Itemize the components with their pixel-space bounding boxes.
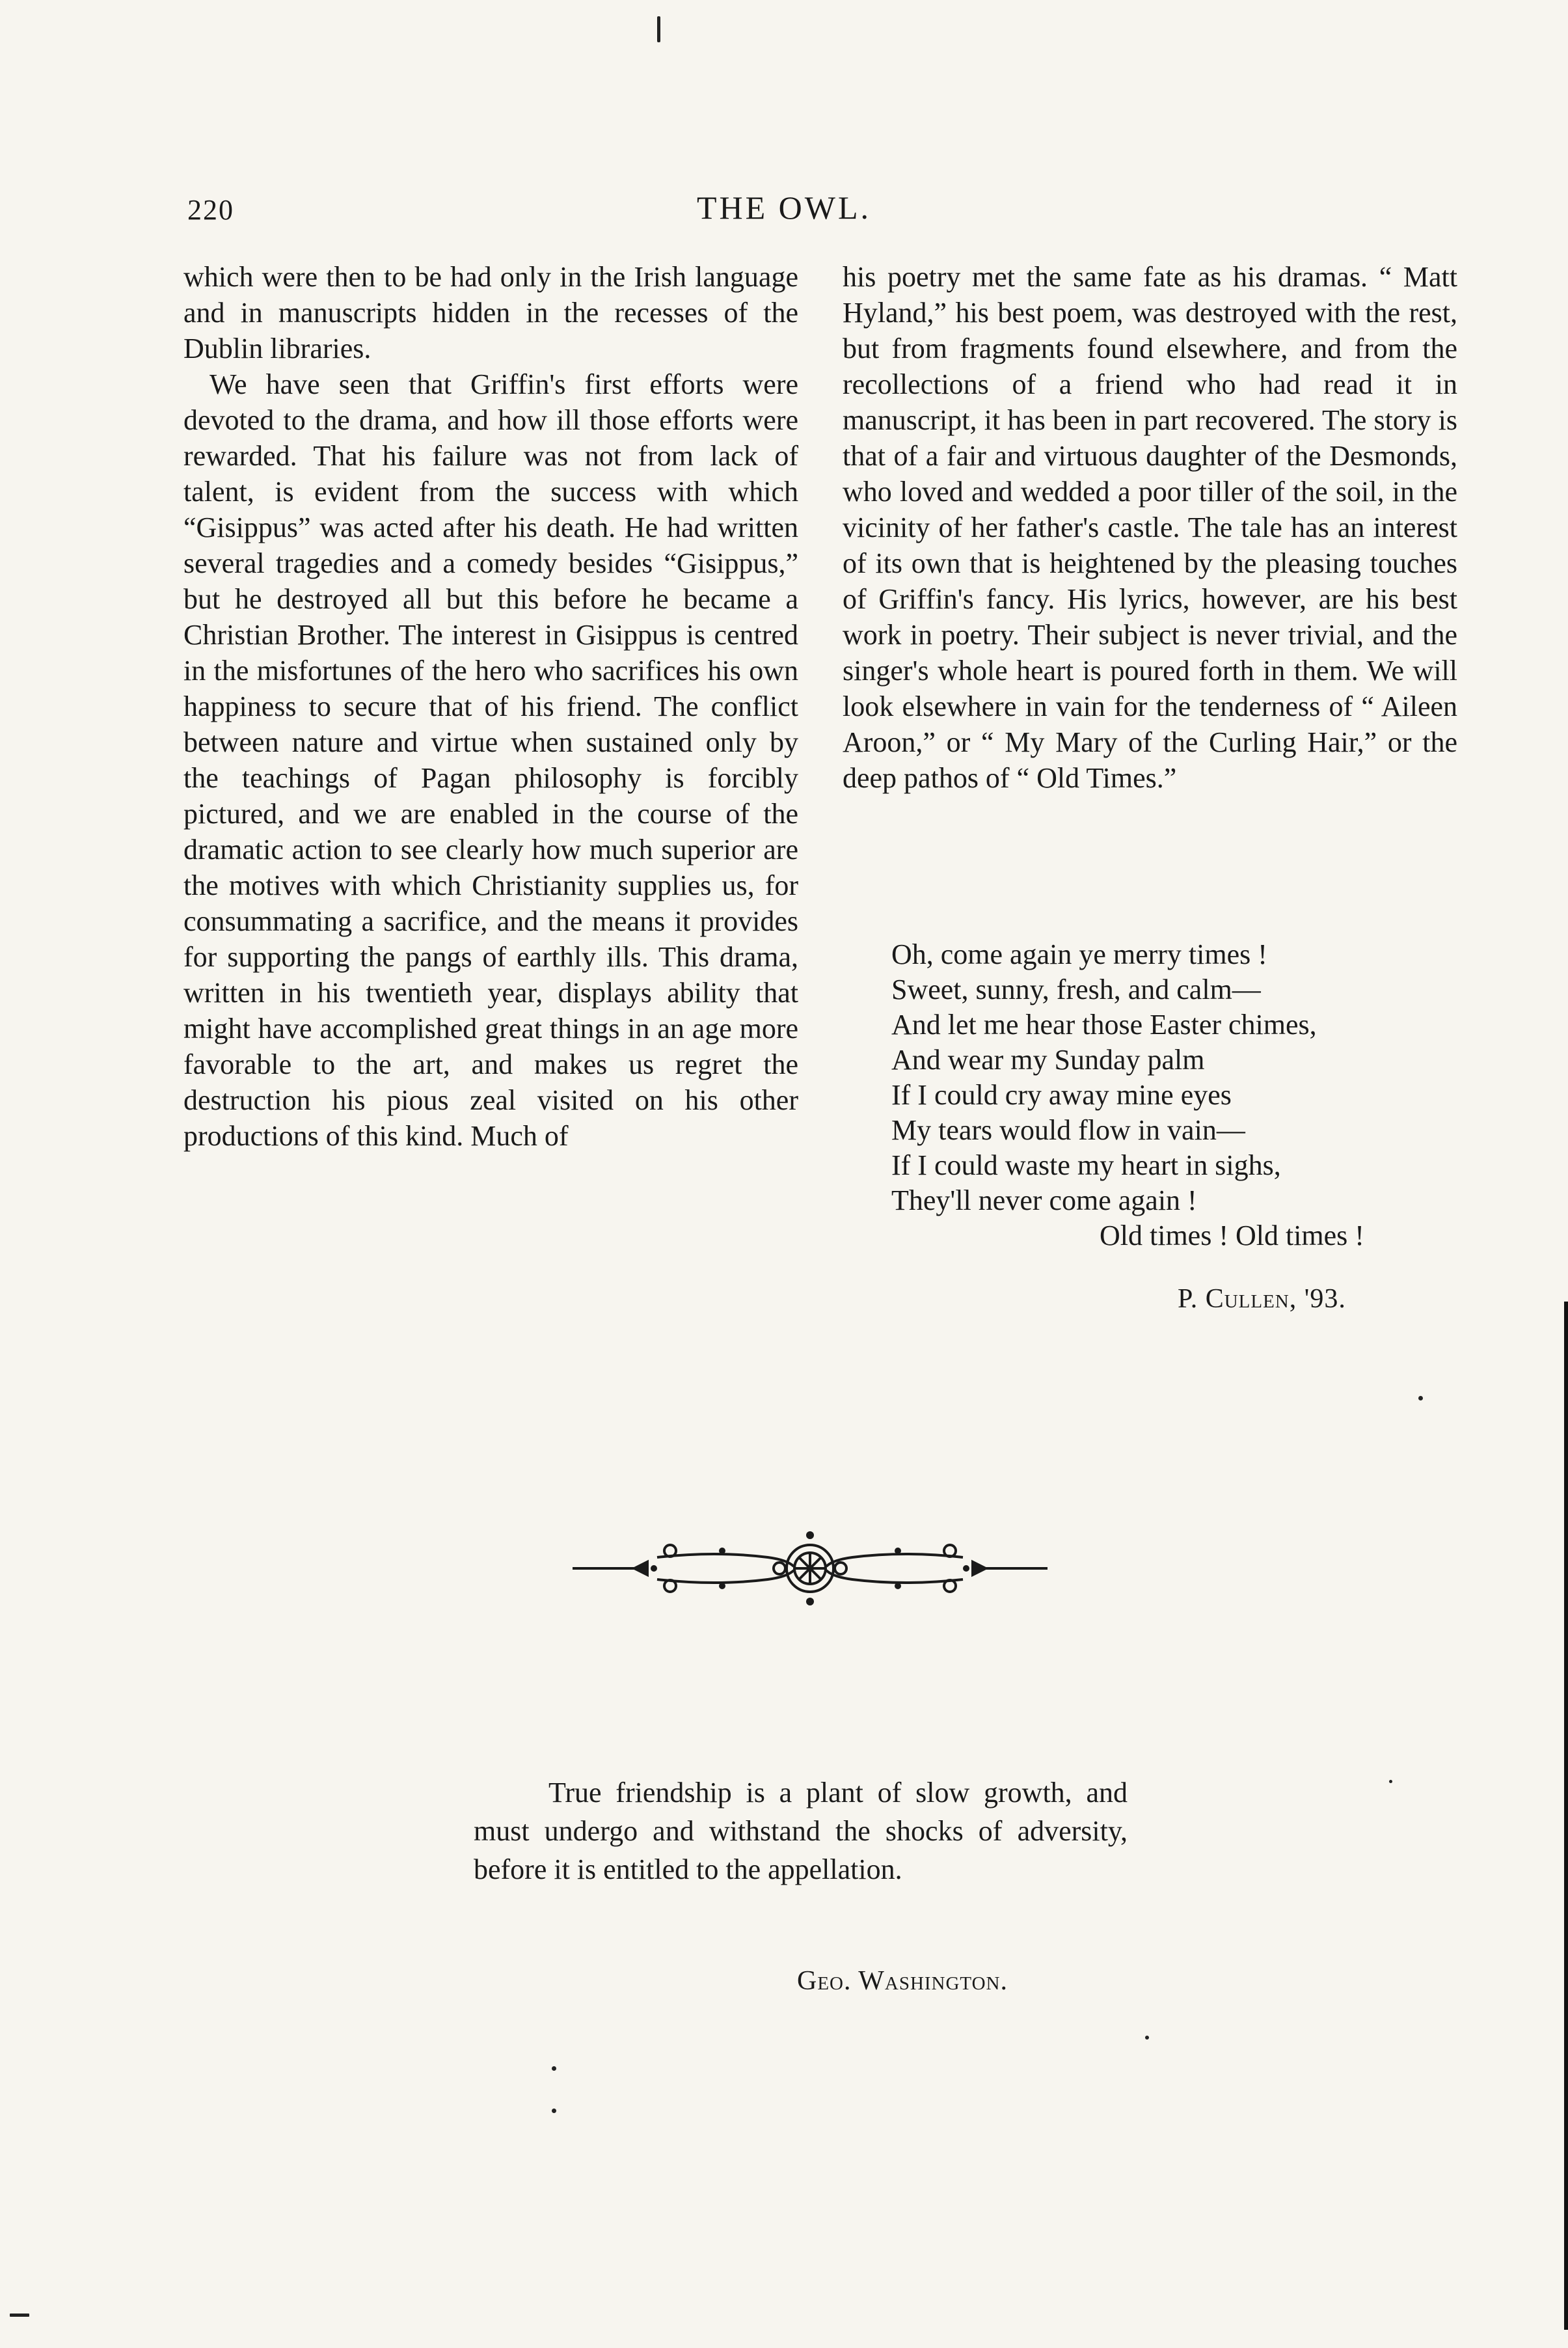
poem-line: If I could waste my heart in sighs, xyxy=(891,1149,1281,1181)
right-column xyxy=(843,259,1457,796)
author-signature: P. Cullen, '93. xyxy=(1178,1284,1346,1314)
quote-text: True friendship is a plant of slow growth, and must undergo and withstand the shocks of adversity, before it is entitled to the appellation. xyxy=(474,1777,1128,1885)
poem-line: If I could cry away mine eyes xyxy=(891,1079,1232,1111)
paragraph: We have seen that Griffin's first efforts were devoted to the drama, and how ill those efforts were rewarded. That his failure was not from lack of talent, is evident from the success with which “Gisippus” was acted after his death. He had written several tragedies and a comedy besides “Gisippus,” but he destroyed all but this before he became a Christian Brother. The interest in Gisippus is centred in the misfortunes of the hero who sacrifices his own happiness to secure that of his friend. The conflict between nature and virtue when sustained only by the teachings of Pagan philosophy is forcibly pictured, and we are enabled in the course of the dramatic action to see clearly how much superior are the motives with which Christianity supplies us, for consummating a sacrifice, and the means it provides for supporting the pangs of earthly ills. This drama, written in his twentieth year, displays ability that might have accomplished great things in an age more favorable to the art, and makes us regret the destruction his pious zeal visited on his other productions of this kind. Much of xyxy=(183,368,798,1152)
paragraph: which were then to be had only in the Irish language and in manuscripts hidden in the recesses of the Dublin libraries. xyxy=(183,261,798,364)
page-edge-shadow xyxy=(1564,1302,1568,2330)
running-title: THE OWL. xyxy=(696,189,872,226)
poem xyxy=(891,937,1364,1253)
ink-speck xyxy=(1145,2036,1149,2040)
left-column xyxy=(183,259,798,1154)
ink-speck xyxy=(1389,1780,1392,1783)
page-number: 220 xyxy=(187,194,234,226)
poem-line: And wear my Sunday palm xyxy=(891,1044,1205,1076)
poem-line: They'll never come again ! xyxy=(891,1184,1197,1216)
ink-speck xyxy=(552,2109,556,2113)
ink-speck xyxy=(657,16,660,42)
ink-speck xyxy=(552,2066,556,2071)
poem-line: Old times ! Old times ! xyxy=(1100,1220,1364,1251)
poem-line: My tears would flow in vain— xyxy=(891,1114,1245,1146)
quote-attribution: Geo. Washington. xyxy=(797,1966,1008,1996)
ink-speck xyxy=(1418,1396,1423,1400)
printers-ornament-rosette-icon xyxy=(573,1526,1048,1611)
poem-line: Sweet, sunny, fresh, and calm— xyxy=(891,974,1261,1005)
poem-line: Oh, come again ye merry times ! xyxy=(891,938,1267,970)
poem-line: And let me hear those Easter chimes, xyxy=(891,1009,1317,1041)
ink-speck xyxy=(10,2314,29,2317)
paragraph: his poetry met the same fate as his dramas. “ Matt Hyland,” his best poem, was destroyed with the rest, but from fragments found elsewhere, and from the recollections of a friend who had read it in manuscript, it has been in part recovered. The story is that of a fair and virtuous daughter of the Desmonds, who loved and wedded a poor tiller of the soil, in the vicinity of her father's castle. The tale has an interest of its own that is heightened by the pleasing touches of Griffin's fancy. His lyrics, however, are his best work in poetry. Their subject is never trivial, and the singer's whole heart is poured forth in them. We will look elsewhere in vain for the tenderness of “ Aileen Aroon,” or “ My Mary of the Curling Hair,” or the deep pathos of “ Old Times.” xyxy=(843,261,1457,794)
